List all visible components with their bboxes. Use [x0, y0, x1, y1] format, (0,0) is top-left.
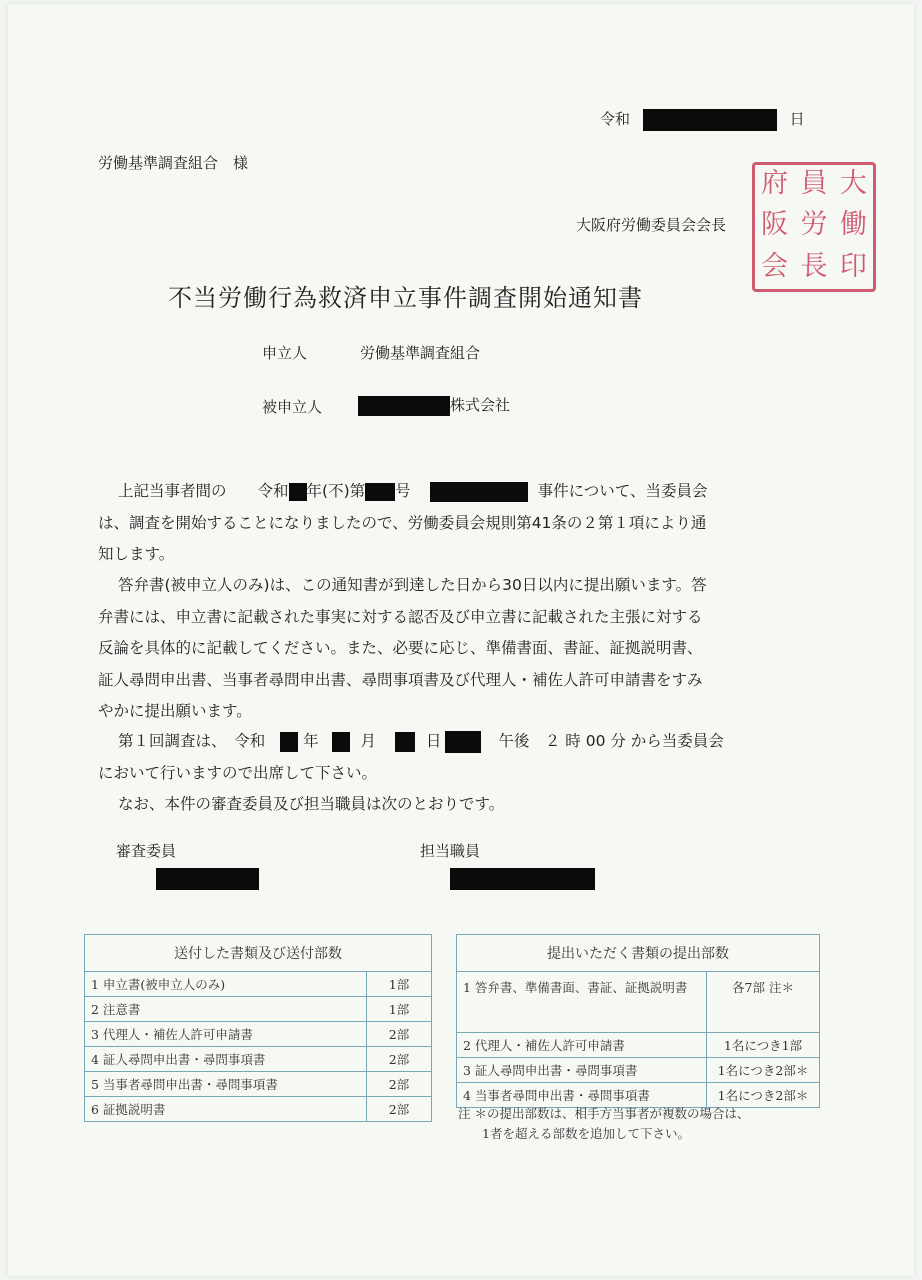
redacted-officer — [450, 868, 595, 890]
table-row: 2 代理人・補佐人許可申請書 1名につき1部 — [457, 1033, 820, 1058]
sender: 大阪府労働委員会会長 — [576, 216, 727, 234]
date-day-suffix: 日 — [789, 110, 805, 128]
submit-documents-table — [456, 934, 820, 1108]
table-row: 1 答弁書、準備書面、書証、証拠説明書 各7部 注＊ — [457, 972, 820, 1033]
redacted-date — [643, 109, 777, 131]
respondent-name: 株式会社 — [358, 394, 510, 416]
sent-table-caption: 送付した書類及び送付部数 — [85, 935, 432, 972]
table-row: 4 証人尋問申出書・尋問事項書 2部 — [85, 1047, 432, 1072]
table-row: 6 証拠説明書 2部 — [85, 1097, 432, 1122]
table-row: 4 当事者尋問申出書・尋問事項書 1名につき2部＊ — [457, 1083, 820, 1108]
redacted-respondent — [358, 396, 450, 416]
body-paragraph-3: 第１回調査は、 令和 年 月 日 午後 ２ 時 00 分 から当委員会 において行いますので出席して下さい。 — [98, 732, 724, 782]
table-row: 3 証人尋問申出書・尋問事項書 1名につき2部＊ — [457, 1058, 820, 1083]
body-paragraph-2: 答弁書(被申立人のみ)は、この通知書が到達した日から30日以内に提出願います。答 弁書には、申立書に記載された事実に対する認否及び申立書に記載された主張に対する 反論を具体的に記載してください。また、必要に応じ、準備書面、書証、証拠説明書、 証人尋問申出書、当事者尋問申出書、尋問事項書及び代理人・補佐人許可申請書をすみ やかに提出願います。 — [98, 576, 707, 720]
document-title: 不当労働行為救済申立事件調査開始通知書 — [168, 284, 643, 312]
date-era: 令和 — [600, 110, 631, 128]
official-seal: 府 員 大 阪 労 働 会 長 印 — [752, 162, 876, 292]
body-p1-line2: は、調査を開始することになりましたので、労働委員会規則第41条の２第１項により通 — [98, 513, 707, 532]
body-paragraph-1 — [98, 476, 828, 571]
examiner-label: 審査委員 — [116, 842, 177, 860]
table-row: 1 申立書(被申立人のみ) 1部 — [85, 972, 432, 997]
redacted-examiner — [156, 868, 259, 890]
table-row: 2 注意書 1部 — [85, 997, 432, 1022]
date-line — [600, 108, 805, 131]
table-row: 3 代理人・補佐人許可申請書 2部 — [85, 1022, 432, 1047]
sent-documents-table — [84, 934, 432, 1122]
body-p1-line3: 知します。 — [98, 545, 175, 563]
respondent-label: 被申立人 — [262, 398, 323, 416]
applicant-label: 申立人 — [262, 344, 308, 362]
addressee: 労働基準調査組合 様 — [98, 154, 249, 172]
body-p1-line1: 上記当事者間の 令和 年(不)第 号 事件について、当委員会 — [118, 482, 708, 500]
officer-label: 担当職員 — [420, 842, 481, 860]
table-row: 5 当事者尋問申出書・尋問事項書 2部 — [85, 1072, 432, 1097]
submission-note: 注 ＊の提出部数は、相手方当事者が複数の場合は、 1者を超える部数を追加して下さい。 — [458, 1106, 750, 1141]
applicant-name: 労働基準調査組合 — [360, 344, 481, 362]
body-paragraph-4: なお、本件の審査委員及び担当職員は次のとおりです。 — [118, 795, 505, 813]
submit-table-caption: 提出いただく書類の提出部数 — [457, 935, 820, 972]
